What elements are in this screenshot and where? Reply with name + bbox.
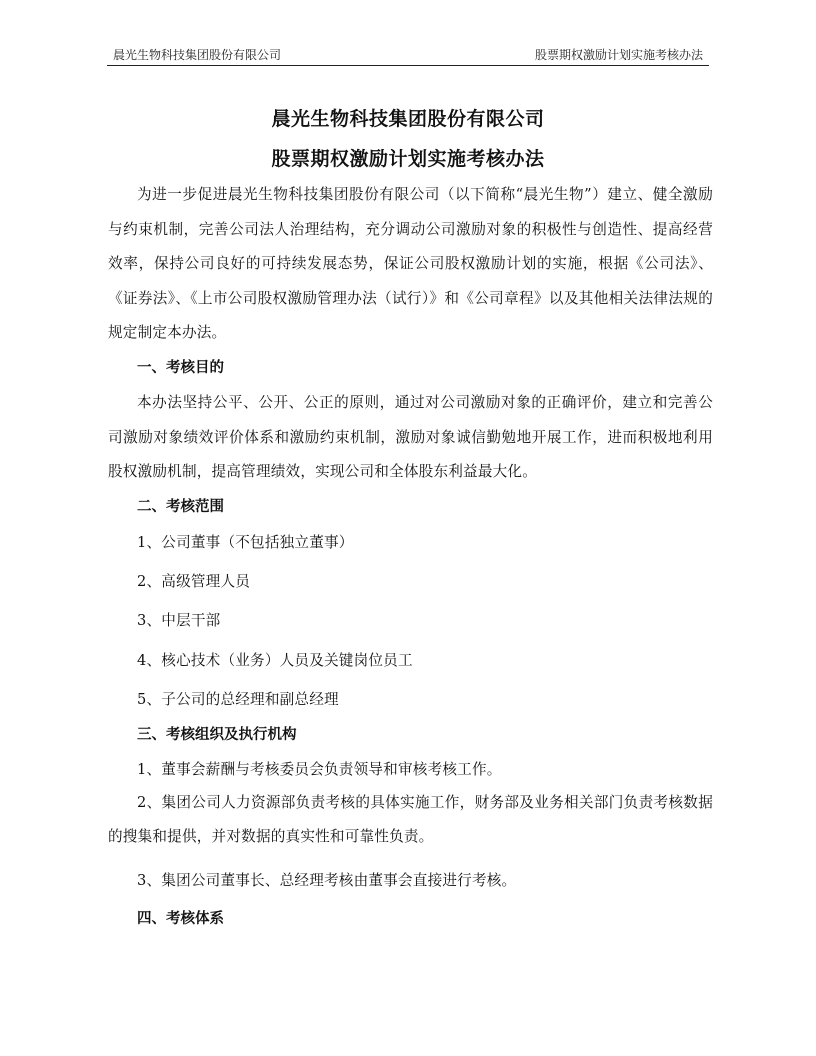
section-heading-scope: 二、考核范围 (137, 499, 224, 515)
section-heading-system: 四、考核体系 (137, 911, 224, 927)
scope-item: 3、中层干部 (137, 612, 221, 629)
section-heading-purpose: 一、考核目的 (137, 360, 224, 376)
intro-paragraph: 为进一步促进晨光生物科技集团股份有限公司（以下简称“晨光生物”）建立、健全激励与约束机制，完善公司法人治理结构，充分调动公司激励对象的积极性与创造性、提高经营效率，保持公司良好的可持续发展态势，保证公司股权激励计划的实施，根据《公司法》、《证券法》、《上市公司股权激励管理办法（试行）》和《公司章程》以及其他相关法律法规的规定制定本办法。 (108, 186, 713, 341)
organization-item: 1、董事会薪酬与考核委员会负责领导和审核考核工作。 (137, 761, 502, 778)
scope-item: 2、高级管理人员 (137, 573, 251, 590)
document-title-line-2: 股票期权激励计划实施考核办法 (271, 148, 545, 170)
organization-item: 3、集团公司董事长、总经理考核由董事会直接进行考核。 (137, 872, 517, 889)
page-header (107, 47, 709, 66)
scope-item: 5、子公司的总经理和副总经理 (137, 691, 339, 708)
purpose-paragraph: 本办法坚持公平、公开、公正的原则，通过对公司激励对象的正确评价，建立和完善公司激励对象绩效评价体系和激励约束机制，激励对象诚信勤勉地开展工作，进而积极地利用股权激励机制，提高管理绩效，实现公司和全体股东利益最大化。 (108, 394, 713, 480)
document-title-line-1: 晨光生物科技集团股份有限公司 (271, 108, 545, 130)
organization-item: 2、集团公司人力资源部负责考核的具体实施工作，财务部及业务相关部门负责考核数据的搜集和提供，并对数据的真实性和可靠性负责。 (108, 794, 713, 845)
header-document-title: 股票期权激励计划实施考核办法 (534, 48, 703, 62)
section-heading-organization: 三、考核组织及执行机构 (137, 727, 297, 743)
scope-item: 4、核心技术（业务）人员及关键岗位员工 (137, 652, 413, 669)
scope-item: 1、公司董事（不包括独立董事） (137, 534, 354, 551)
header-company-name: 晨光生物科技集团股份有限公司 (113, 48, 282, 62)
